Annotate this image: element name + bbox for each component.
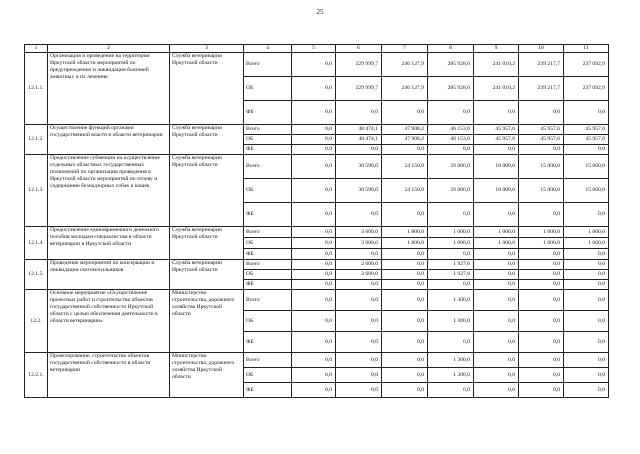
funding-source: ФБ [244,145,292,155]
amount-cell: 0,0 [292,383,336,398]
amount-cell: 2 600,0 [336,270,382,280]
amount-cell: 0,0 [519,280,564,290]
amount-cell: 15 000,0 [519,155,564,179]
amount-cell: 0,0 [336,145,382,155]
amount-cell: 0,0 [519,332,564,353]
amount-cell: 1 300,0 [428,311,474,332]
amount-cell: 229 999,7 [336,77,382,101]
amount-cell: 0,0 [474,383,519,398]
column-number: 7 [382,45,428,53]
item-name: Основное мероприятие «Осуществление проектных работ и строительства объектов государственной собственности Иркутской области с целью обеспечения деятельности в области ветеринарии» [48,290,170,353]
amount-cell: 0,0 [519,383,564,398]
amount-cell: 0,0 [474,368,519,383]
funding-source: Всего [244,227,292,238]
amount-cell: 0,0 [519,368,564,383]
item-executor: Служба ветеринарии Иркутской области [170,227,244,260]
amount-cell: 0,0 [382,353,428,368]
table-row [25,125,609,135]
amount-cell: 0,0 [474,249,519,260]
amount-cell: 47 908,2 [382,135,428,145]
amount-cell: 0,0 [474,260,519,270]
amount-cell: 241 010,2 [474,77,519,101]
amount-cell: 0,0 [382,145,428,155]
amount-cell: 239 217,7 [519,77,564,101]
amount-cell: 1 000,0 [428,227,474,238]
amount-cell: 0,0 [336,368,382,383]
amount-cell: 0,0 [336,353,382,368]
amount-cell: 0,0 [292,280,336,290]
item-code: 12.1.3. [25,155,48,227]
amount-cell: 0,0 [474,353,519,368]
amount-cell: 0,0 [428,101,474,125]
amount-cell: 0,0 [382,332,428,353]
amount-cell: 0,0 [519,260,564,270]
column-number: 10 [519,45,564,53]
item-code: 12.1.5. [25,260,48,290]
amount-cell: 0,0 [564,260,609,270]
amount-cell: 0,0 [292,155,336,179]
amount-cell: 0,0 [292,260,336,270]
amount-cell: 0,0 [564,203,609,227]
amount-cell: 0,0 [336,383,382,398]
amount-cell: 1 000,0 [564,238,609,249]
amount-cell: 237 092,9 [564,53,609,77]
item-name: Осуществление функций органами государственной власти в области ветеринарии [48,125,170,155]
amount-cell: 0,0 [336,203,382,227]
column-number: 2 [48,45,170,53]
amount-cell: 1 000,0 [564,227,609,238]
item-executor: Служба ветеринарии Иркутской области [170,155,244,227]
column-number-row [25,45,609,53]
amount-cell: 0,0 [519,290,564,311]
amount-cell: 0,0 [292,203,336,227]
amount-cell: 0,0 [292,53,336,77]
amount-cell: 0,0 [428,249,474,260]
funding-source: ОБ [244,179,292,203]
column-number: 8 [428,45,474,53]
amount-cell: 0,0 [474,311,519,332]
item-name: Предоставление субвенции на осуществление отдельных областных государственных полномочий по организации проведения в Иркутской области мероприятий по отлову и содержанию безнадзорных собак и кошек [48,155,170,227]
item-executor: Служба ветеринарии Иркутской области [170,260,244,290]
amount-cell: 0,0 [292,290,336,311]
amount-cell: 1 000,0 [474,238,519,249]
amount-cell: 0,0 [292,125,336,135]
amount-cell: 20 000,0 [428,179,474,203]
item-executor: Служба ветеринарии Иркутской области [170,53,244,125]
column-number: 6 [336,45,382,53]
amount-cell: 0,0 [564,383,609,398]
amount-cell: 45 957,6 [474,125,519,135]
amount-cell: 24 150,0 [382,155,428,179]
item-name: Проведение мероприятий по консервации и ликвидации скотомогильников [48,260,170,290]
amount-cell: 30 590,0 [336,155,382,179]
amount-cell: 18 000,0 [474,179,519,203]
amount-cell: 285 928,6 [428,77,474,101]
amount-cell: 0,0 [292,135,336,145]
amount-cell: 20 000,0 [428,155,474,179]
funding-source: ФБ [244,280,292,290]
amount-cell: 0,0 [336,249,382,260]
amount-cell: 0,0 [336,280,382,290]
amount-cell: 1 300,0 [428,290,474,311]
amount-cell: 229 999,7 [336,53,382,77]
item-executor: Министерство строительства, дорожного хозяйства Иркутской области [170,353,244,398]
item-code: 12.1.2. [25,125,48,155]
amount-cell: 0,0 [382,290,428,311]
amount-cell: 0,0 [474,203,519,227]
amount-cell: 24 150,0 [382,179,428,203]
funding-source: ОБ [244,270,292,280]
amount-cell: 0,0 [428,383,474,398]
amount-cell: 1 927,6 [428,260,474,270]
funding-source: ФБ [244,203,292,227]
amount-cell: 0,0 [292,332,336,353]
amount-cell: 0,0 [519,145,564,155]
amount-cell: 246 127,9 [382,53,428,77]
item-executor: Министерство строительства, дорожного хозяйства Иркутской области [170,290,244,353]
amount-cell: 48 474,1 [336,135,382,145]
amount-cell: 0,0 [382,311,428,332]
amount-cell: 1 000,0 [519,238,564,249]
amount-cell: 0,0 [336,332,382,353]
amount-cell: 45 957,6 [564,135,609,145]
amount-cell: 0,0 [474,270,519,280]
item-name: Проектирование, строительство объектов государственной собственности в области ветеринарии [48,353,170,398]
amount-cell: 0,0 [474,145,519,155]
funding-source: Всего [244,53,292,77]
amount-cell: 15 000,0 [564,179,609,203]
funding-source: ОБ [244,311,292,332]
column-number: 11 [564,45,609,53]
item-code: 12.2. [25,290,48,353]
table-row [25,227,609,238]
funding-source: Всего [244,260,292,270]
amount-cell: 0,0 [428,203,474,227]
funding-source: ОБ [244,368,292,383]
funding-source: ОБ [244,135,292,145]
amount-cell: 0,0 [336,101,382,125]
amount-cell: 0,0 [564,280,609,290]
amount-cell: 1 800,0 [382,227,428,238]
amount-cell: 0,0 [474,290,519,311]
amount-cell: 0,0 [292,249,336,260]
amount-cell: 45 957,6 [519,125,564,135]
amount-cell: 0,0 [336,311,382,332]
item-code: 12.1.1. [25,53,48,125]
table-row [25,260,609,270]
amount-cell: 45 957,6 [519,135,564,145]
amount-cell: 0,0 [564,270,609,280]
amount-cell: 0,0 [292,311,336,332]
amount-cell: 46 153,6 [428,125,474,135]
page-number: 25 [316,8,324,16]
item-code: 12.2.1. [25,353,48,398]
amount-cell: 241 010,2 [474,53,519,77]
amount-cell: 0,0 [519,203,564,227]
funding-source: Всего [244,353,292,368]
amount-cell: 0,0 [564,101,609,125]
funding-source: Всего [244,155,292,179]
amount-cell: 0,0 [292,101,336,125]
column-number: 1 [25,45,48,53]
table-row [25,353,609,368]
amount-cell: 0,0 [564,332,609,353]
amount-cell: 0,0 [382,270,428,280]
amount-cell: 15 000,0 [519,179,564,203]
funding-source: ФБ [244,101,292,125]
amount-cell: 0,0 [519,101,564,125]
item-name: Предоставление единовременного денежного пособия молодым специалистам в области ветеринарии в Иркутской области [48,227,170,260]
amount-cell: 1 000,0 [474,227,519,238]
funding-source: ФБ [244,332,292,353]
amount-cell: 0,0 [474,280,519,290]
amount-cell: 0,0 [292,353,336,368]
amount-cell: 46 153,6 [428,135,474,145]
amount-cell: 2 600,0 [336,260,382,270]
amount-cell: 285 928,6 [428,53,474,77]
amount-cell: 47 908,2 [382,125,428,135]
amount-cell: 0,0 [382,260,428,270]
amount-cell: 0,0 [519,311,564,332]
amount-cell: 18 000,0 [474,155,519,179]
amount-cell: 0,0 [382,101,428,125]
amount-cell: 1 000,0 [519,227,564,238]
funding-source: ФБ [244,383,292,398]
amount-cell: 15 000,0 [564,155,609,179]
amount-cell: 0,0 [382,203,428,227]
amount-cell: 0,0 [474,332,519,353]
amount-cell: 0,0 [564,353,609,368]
amount-cell: 0,0 [564,290,609,311]
amount-cell: 1 800,0 [382,238,428,249]
amount-cell: 3 600,0 [336,227,382,238]
amount-cell: 0,0 [428,332,474,353]
table-row [25,290,609,311]
column-number: 5 [292,45,336,53]
amount-cell: 0,0 [428,280,474,290]
amount-cell: 1 300,0 [428,368,474,383]
funding-source: Всего [244,125,292,135]
amount-cell: 0,0 [519,270,564,280]
amount-cell: 0,0 [292,270,336,280]
amount-cell: 0,0 [382,368,428,383]
amount-cell: 0,0 [382,249,428,260]
amount-cell: 3 600,0 [336,238,382,249]
amount-cell: 45 957,6 [474,135,519,145]
amount-cell: 1 300,0 [428,353,474,368]
amount-cell: 239 217,7 [519,53,564,77]
amount-cell: 0,0 [292,238,336,249]
table-row [25,53,609,77]
funding-source: ФБ [244,249,292,260]
amount-cell: 48 474,1 [336,125,382,135]
funding-source: Всего [244,290,292,311]
amount-cell: 1 927,6 [428,270,474,280]
amount-cell: 0,0 [428,145,474,155]
amount-cell: 246 127,9 [382,77,428,101]
amount-cell: 0,0 [292,179,336,203]
amount-cell: 237 092,9 [564,77,609,101]
amount-cell: 1 000,0 [428,238,474,249]
amount-cell: 0,0 [292,227,336,238]
amount-cell: 0,0 [564,249,609,260]
item-name: Организация и проведение на территории Иркутской области мероприятий по предупреждению и ликвидации болезней животных и их лечению [48,53,170,125]
amount-cell: 0,0 [382,280,428,290]
amount-cell: 0,0 [519,249,564,260]
budget-table [24,44,609,398]
amount-cell: 0,0 [292,145,336,155]
amount-cell: 30 590,0 [336,179,382,203]
column-number: 9 [474,45,519,53]
amount-cell: 0,0 [519,353,564,368]
amount-cell: 0,0 [564,311,609,332]
amount-cell: 0,0 [292,77,336,101]
amount-cell: 0,0 [474,101,519,125]
item-executor: Служба ветеринарии Иркутской области [170,125,244,155]
funding-source: ОБ [244,238,292,249]
amount-cell: 0,0 [336,290,382,311]
table-row [25,155,609,179]
amount-cell: 45 957,6 [564,125,609,135]
amount-cell: 0,0 [382,383,428,398]
amount-cell: 0,0 [564,145,609,155]
amount-cell: 0,0 [564,368,609,383]
funding-source: ОБ [244,77,292,101]
column-number: 3 [170,45,244,53]
item-code: 12.1.4. [25,227,48,260]
amount-cell: 0,0 [292,368,336,383]
column-number: 4 [244,45,292,53]
